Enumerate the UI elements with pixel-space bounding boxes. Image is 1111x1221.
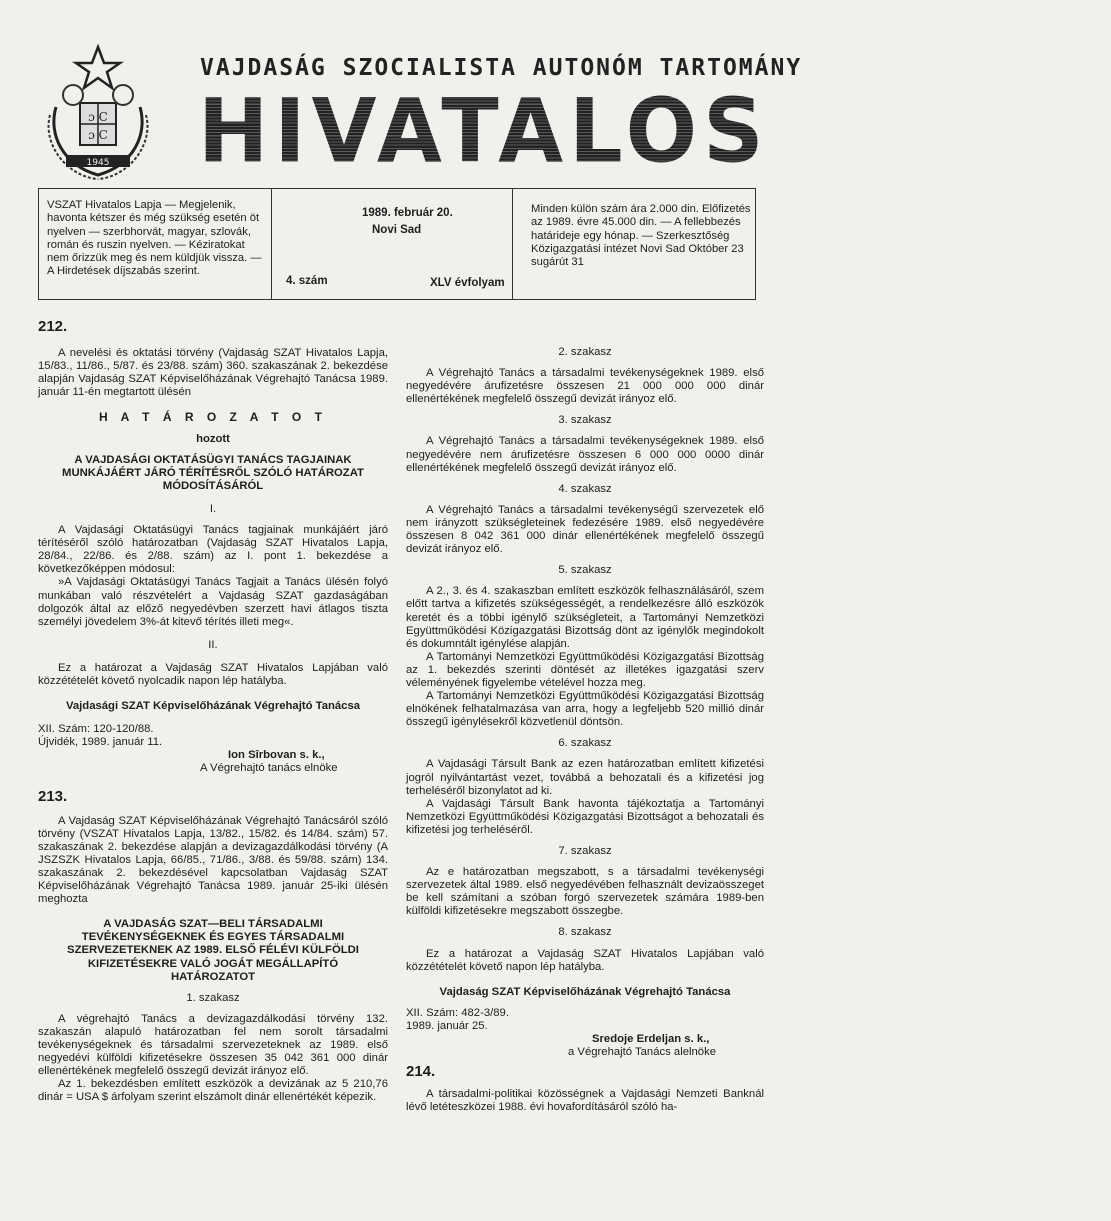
left-column [38,320,388,1105]
decision-212-section-2: II. [208,638,218,651]
decision-214-number: 214. [406,1063,436,1081]
decision-212-para-3: Ez a határozat a Vajdaság SZAT Hivatalos Lapjában való közzétételét követő nyolcadik napon lép hatályba. [38,661,388,687]
issue-info [271,189,513,299]
state-name-heading: VAJDASÁG SZOCIALISTA AUTONÓM TARTOMÁNY [200,55,803,81]
decision-213-section-8: 8. szakasz [558,926,612,939]
decision-213-section-1: 1. szakasz [186,991,240,1004]
issue-place: Novi Sad [372,224,422,236]
decision-213-reference: XII. Szám: 482-3/89. [406,1006,509,1019]
journal-title: HIVATALOS LAPJA [198,79,1111,183]
coat-of-arms-emblem [38,45,168,180]
decision-213-issuer: Vajdaság SZAT Képviselőházának Végrehajtó Tanácsa [439,985,731,998]
svg-text:ɔ C: ɔ C [88,128,108,142]
decision-213-intro: A Vajdaság SZAT Képviselőházának Végrehajtó Tanácsáról szóló törvény (VSZAT Hivatalos Lapja, 13/82., 15/82. és 14/84. szám) 57. szakaszának 2. bekezdése alapján a devizagazdálkodási törvény (A JSZSZK Hivatalos Lapja, 66/85., 71/86., 3/88. és 59/88. szám) 134. szakaszának 2. bekezdésével kapcsolatban Vajdaság SZAT Képviselőházának Végrehajtó Tanácsa 1989. január 25-iki ülésén meghozta [38,814,388,906]
decision-212-place-date: Újvidék, 1989. január 11. [38,736,163,749]
decision-213-section-3: 3. szakasz [558,414,612,427]
decision-213-s6-para-2: A Vajdasági Társult Bank havonta tájékoztatja a Tartományi Nemzetközi Együttműködési Közigazgatási Bizottságot a behozatali és kifizetési jog terheléséről. [406,797,764,836]
decision-213-s1-para-2: Az 1. bekezdésben említett eszközök a devizának az 5 210,76 dinár = USA $ árfolyam szerint elszámolt dinár ellenértékét képezik. [38,1078,388,1104]
decision-212-title: A VAJDASÁGI OKTATÁSÜGYI TANÁCS TAGJAINAK MUNKÁJÁÉRT JÁRÓ TÉRÍTÉSRŐL SZÓLÓ HATÁROZAT MÓDOSÍTÁSÁRÓL [62,453,364,492]
decision-213-s7-para: Az e határozatban megszabott, s a társadalmi tevékenységi szervezetek által 1989. első negyedévében felhasznált devizaösszeget be kell számítani a szóban forgó szervezetek számára 1989-ben külföldi kifizetésekre megszabott összegbe. [406,866,764,918]
decision-213-s4-para: A Végrehajtó Tanács a társadalmi tevékenységű szervezetek elő nem irányzott szükségleteinek fedezésére 1989. első negyedévére összesen 8 042 361 000 dinár ellenértékének megfelelő összegű devizát irányoz elő. [406,503,764,556]
decision-213-section-4: 4. szakasz [558,482,612,495]
decision-212-section-1: I. [209,502,217,515]
decision-212-issuer: Vajdasági SZAT Képviselőházának Végrehajtó Tanácsa [65,700,361,713]
decision-213-signer: Sredoje Erdeljan s. k., [592,1033,710,1046]
decision-213-number: 213. [38,787,68,805]
subscription-info: Minden külön szám ára 2.000 din. Előfizetés az 1989. évre 45.000 din. — A fellebbezés határideje egy hónap. — Szerkesztőség Közigazgatási intézet Novi Sad Október 23 sugárút 31 [531,203,751,269]
decision-213-s1-para-1: A végrehajtó Tanács a devizagazdálkodási törvény 132. szakaszán alapuló határozatban fel nem sorolt társadalmi tevékenységeknek és társadalmi szervezeteknek az 1989. első negyedévi külföldi kifizetésekre összesen 35 042 361 000 dinár ellenértékének megfelelő összegű devizát irányoz elő. [38,1012,388,1078]
decision-213-title: A VAJDASÁG SZAT—BELI TÁRSADALMI TEVÉKENYSÉGEKNEK ÉS EGYES TÁRSADALMI SZERVEZETEKNEK AZ 1989. ELSŐ FÉLÉVI KÜLFÖLDI KIFIZETÉSEKRE VALÓ JOGÁT MEGÁLLAPÍTÓ HATÁROZATOT [67,918,359,983]
decision-212-signer: Ion Sîrbovan s. k., [228,749,325,762]
decision-213-signer-role: a Végrehajtó Tanács alelnöke [568,1046,717,1059]
decision-212-intro: A nevelési és oktatási törvény (Vajdaság SZAT Hivatalos Lapja, 15/83., 11/86., 5/87. és 23/88. szám) 360. szakaszának 2. bekezdése alapján Vajdaság SZAT Képviselőházának Végrehajtó Tanácsa 1989. január 11-én megtartott ülésén [38,347,388,399]
decision-212-heading: H A T Á R O Z A T O T [99,410,327,425]
decision-213-s5-para-1: A 2., 3. és 4. szakaszban említett eszközök felhasználásáról, szem előtt tartva a kifizetés szükségességét, a rendelkezésre álló eszközök keretét és a többi igénylő szükségleteit, a Tartományi Nemzetközi Együttműködési Közigazgatási Bizottság dönt az igénylők megindokolt és dokumntált igénylése alapján. [406,585,764,650]
decision-214-intro: A társadalmi-politikai közösségnek a Vajdasági Nemzeti Banknál lévő letéteszközei 1988. évi hovafordításáról szóló ha- [406,1088,764,1114]
decision-213-s3-para: A Végrehajtó Tanács a társadalmi tevékenységeknek 1989. első negyedévére nem árufizetésre összesen 6 000 000 0000 dinár ellenértékének megfelelő összegű devizát irányoz elő. [406,435,764,474]
decision-213-s5-para-2: A Tartományi Nemzetközi Együttműködési Közigazgatási Bizottság az 1. bekezdés szerinti döntését az illetékes igazgatási szerv véleményének figyelembe vételével hozza meg. [406,650,764,689]
decision-213-s5-para-3: A Tartományi Nemzetközi Együttműködési Közigazgatási Bizottság elnökének felhatalmazása van arra, hogy a legfeljebb 520 millió dinár összegű igénylésekről közvetlenül döntsön. [406,690,764,729]
decision-213-s8-para: Ez a határozat a Vajdaság SZAT Hivatalos Lapjában való közzétételét követő napon lép hatályba. [406,947,764,973]
issue-date: 1989. február 20. [362,207,453,219]
decision-212-hozott: hozott [196,432,230,445]
decision-212-reference: XII. Szám: 120-120/88. [38,723,154,736]
decision-213-section-5: 5. szakasz [558,564,612,577]
decision-213-s6-para-1: A Vajdasági Társult Bank az ezen határozatban említett kifizetési jogról nyilvántartást vezet, továbbá a behozatali és a kifizetési jog terheléséről bizonylatot ad ki. [406,758,764,797]
right-column [406,346,764,1115]
decision-213-section-6: 6. szakasz [558,737,612,750]
decision-213-date: 1989. január 25. [406,1019,488,1032]
decision-212-number: 212. [38,318,68,335]
issue-number: 4. szám [286,275,328,287]
decision-212-para-1: A Vajdasági Oktatásügyi Tanács tagjainak munkájáért járó térítéséről szóló határozatban (Vajdaság SZAT Hivatalos Lapja, 28/84., 22/86. és 2/88. szám) az I. pont 1. bekezdése a következőképpen módosul: [38,524,388,576]
issue-volume: XLV évfolyam [430,277,505,289]
decision-212-para-2: »A Vajdasági Oktatásügyi Tanács Tagjait a Tanács ülésén folyó munkában való részvételért a Vajdaság SZAT gazdaságában dolgozók által az előző negyedévben szerzett havi átlagos tiszta személyi jövedelem 3%-át kitevő térítés illeti meg«. [38,576,388,628]
crest-year: 1945 [86,158,110,168]
decision-213-s2-para: A Végrehajtó Tanács a társadalmi tevékenységeknek 1989. első negyedévére árufizetésre összesen 21 000 000 000 dinár ellenértékének megfelelő összegű devizát irányoz elő. [406,367,764,406]
decision-212-signer-role: A Végrehajtó tanács elnöke [200,762,338,775]
decision-213-section-2: 2. szakasz [558,346,612,358]
publication-notice: VSZAT Hivatalos Lapja — Megjelenik, havonta kétszer és még szükség esetén öt nyelven — szerbhorvát, magyar, szlovák, román és ruszin nyelven. — Kéziratokat nem őrizzük meg és nem küldjük vissza. — A Hirdetések díjszabás szerint. [47,199,262,278]
svg-text:ɔ C: ɔ C [88,110,108,124]
masthead [0,0,1111,185]
publication-info-box [38,188,756,300]
decision-213-section-7: 7. szakasz [558,845,612,857]
